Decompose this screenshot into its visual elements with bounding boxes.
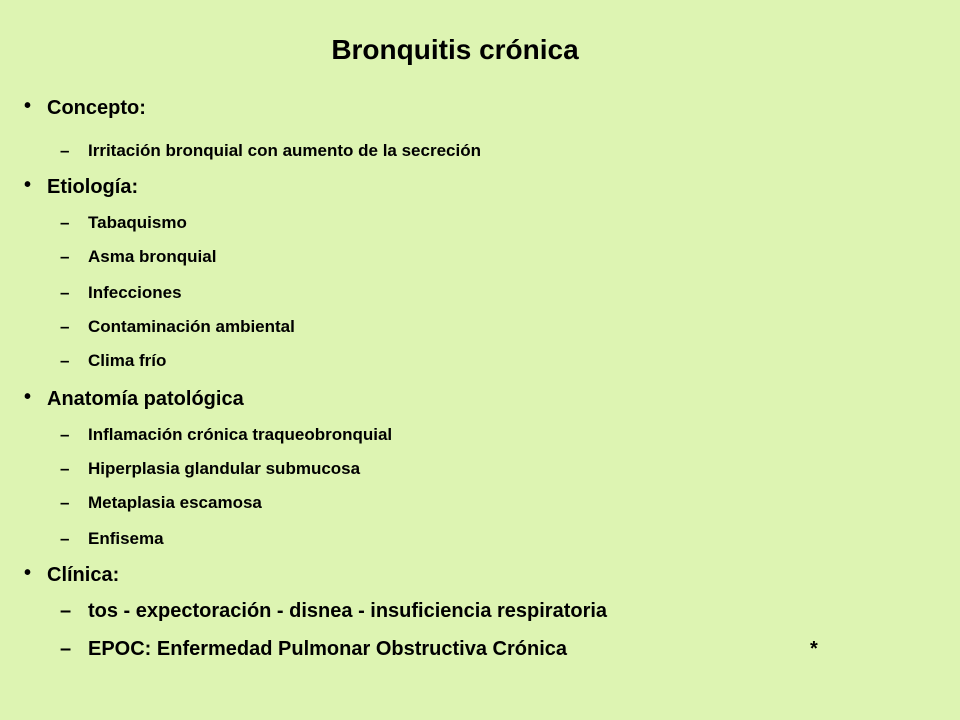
dash-icon: – — [60, 493, 70, 512]
slide-title: Bronquitis crónica — [331, 34, 579, 65]
dash-icon: – — [60, 638, 72, 660]
dash-icon: – — [60, 529, 70, 548]
section-heading-anatomia: Anatomía patológica — [47, 388, 244, 410]
dash-icon: – — [60, 247, 70, 266]
list-item: Metaplasia escamosa — [88, 493, 262, 512]
dash-icon: – — [60, 351, 70, 370]
list-item: Contaminación ambiental — [88, 317, 295, 336]
dash-icon: – — [60, 600, 72, 622]
bullet-icon: • — [24, 174, 32, 196]
bullet-icon: • — [24, 95, 32, 117]
dash-icon: – — [60, 317, 70, 336]
list-item: Irritación bronquial con aumento de la secreción — [88, 141, 481, 160]
dash-icon: – — [60, 213, 70, 232]
list-item: EPOC: Enfermedad Pulmonar Obstructiva Crónica — [88, 638, 567, 660]
list-item: Tabaquismo — [88, 213, 187, 232]
list-item: Inflamación crónica traqueobronquial — [88, 425, 393, 444]
list-item: Asma bronquial — [88, 247, 217, 266]
list-item: Hiperplasia glandular submucosa — [88, 459, 361, 478]
dash-icon: – — [60, 141, 70, 160]
list-item: Enfisema — [88, 529, 164, 548]
list-item: Infecciones — [88, 283, 182, 302]
list-item: Clima frío — [88, 351, 167, 370]
section-heading-clinica: Clínica: — [47, 564, 120, 586]
dash-icon: – — [60, 283, 70, 302]
list-item: tos - expectoración - disnea - insuficiencia respiratoria — [88, 600, 608, 622]
dash-icon: – — [60, 425, 70, 444]
footnote-mark: * — [810, 638, 818, 660]
bullet-icon: • — [24, 386, 32, 408]
section-heading-concepto: Concepto: — [47, 97, 146, 119]
dash-icon: – — [60, 459, 70, 478]
section-heading-etiologia: Etiología: — [47, 176, 139, 198]
bullet-icon: • — [24, 562, 32, 584]
